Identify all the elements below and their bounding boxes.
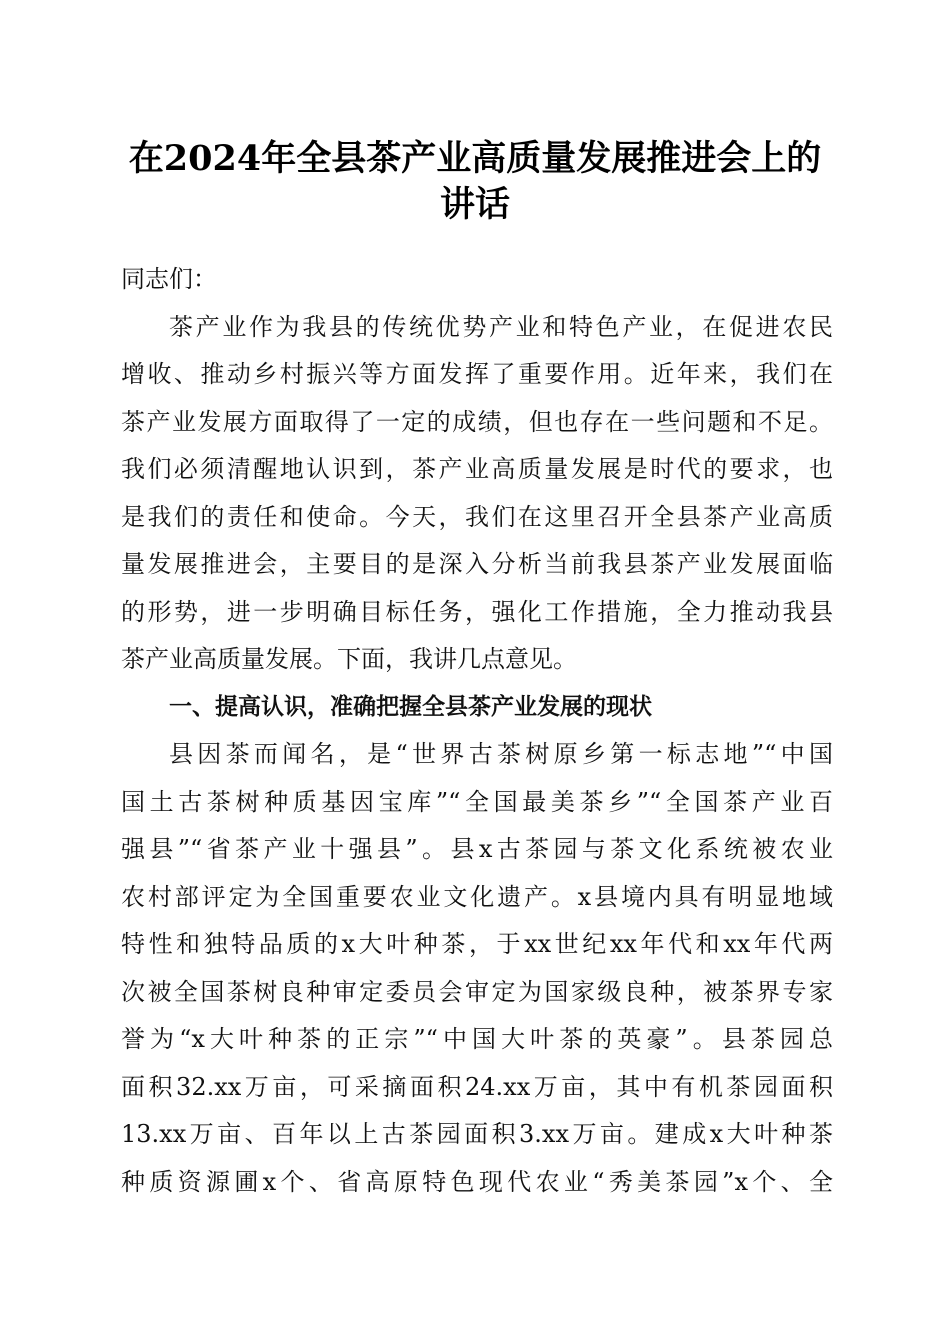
salutation: 同志们： — [121, 265, 217, 293]
paragraph-line: 13.xx万亩、百年以上古茶园面积3.xx万亩。建成x大叶种茶 — [121, 1120, 833, 1148]
document-title — [100, 136, 850, 228]
paragraph-line: 誉为“x大叶种茶的正宗”“中国大叶茶的英豪”。县茶园总 — [121, 1025, 833, 1053]
paragraph-line: 的形势，进一步明确目标任务，强化工作措施，全力推动我县 — [121, 597, 833, 626]
title-line: 讲话 — [439, 184, 510, 225]
paragraph-line: 是我们的责任和使命。今天，我们在这里召开全县茶产业高质 — [121, 502, 833, 531]
intro-paragraph — [121, 304, 833, 684]
paragraph-line: 农村部评定为全国重要农业文化遗产。x县境内具有明显地域 — [121, 882, 833, 911]
paragraph-line: 茶产业高质量发展。下面，我讲几点意见。 — [121, 645, 577, 673]
paragraph-line: 量发展推进会，主要目的是深入分析当前我县茶产业发展面临 — [121, 550, 833, 578]
paragraph-line: 种质资源圃x个、省高原特色现代农业“秀美茶园”x个、全 — [121, 1167, 833, 1196]
paragraph-line: 强县”“省茶产业十强县”。县x古茶园与茶文化系统被农业 — [121, 835, 833, 863]
paragraph-line: 我们必须清醒地认识到，茶产业高质量发展是时代的要求，也 — [121, 455, 833, 483]
paragraph-line: 增收、推动乡村振兴等方面发挥了重要作用。近年来，我们在 — [121, 360, 833, 388]
title-line: 在2024年全县茶产业高质量发展推进会上的 — [128, 138, 822, 179]
paragraph-line: 县因茶而闻名，是“世界古茶树原乡第一标志地”“中国 — [169, 740, 833, 768]
paragraph-line: 次被全国茶树良种审定委员会审定为国家级良种，被茶界专家 — [121, 977, 833, 1006]
document-body — [121, 256, 833, 1206]
section-heading: 一、提高认识，准确把握全县茶产业发展的现状 — [169, 693, 652, 720]
paragraph-line: 茶产业作为我县的传统优势产业和特色产业，在促进农民 — [169, 312, 833, 341]
paragraph-line: 国土古茶树种质基因宝库”“全国最美茶乡”“全国茶产业百 — [121, 787, 833, 816]
paragraph-line: 茶产业发展方面取得了一定的成绩，但也存在一些问题和不足。 — [121, 407, 833, 436]
section-paragraph — [121, 731, 833, 1206]
paragraph-line: 特性和独特品质的x大叶种茶，于xx世纪xx年代和xx年代两 — [121, 930, 833, 958]
paragraph-line: 面积32.xx万亩，可采摘面积24.xx万亩，其中有机茶园面积 — [121, 1072, 833, 1101]
